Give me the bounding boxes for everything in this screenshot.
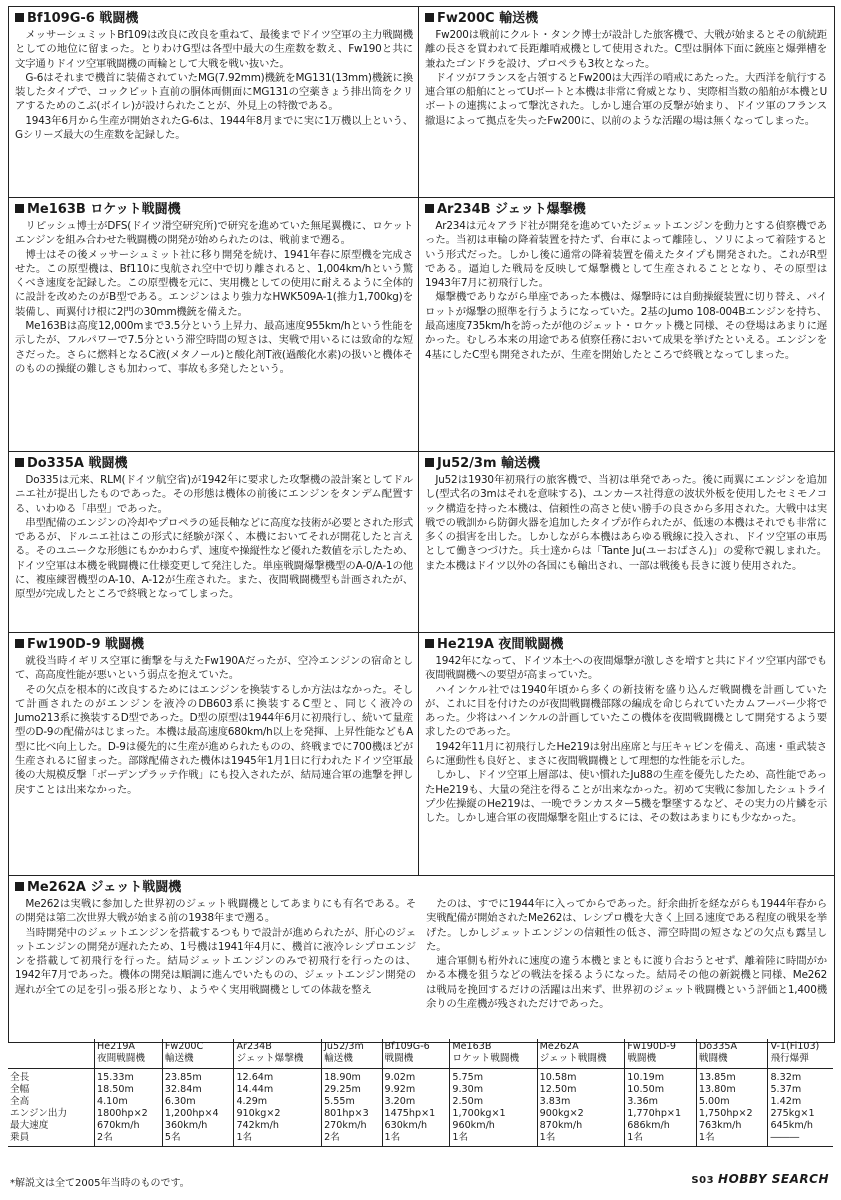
aircraft-name: Fw190D-9 xyxy=(627,1041,676,1052)
square-bullet-icon xyxy=(15,882,24,891)
spec-value: 23.85m xyxy=(162,1069,234,1085)
aircraft-name: Me163B xyxy=(452,1041,492,1052)
paragraph: 串型配備のエンジンの冷却やプロペラの延長軸などに高度な技術が必要とされた形式であるが、ドルニエ社はこの形式に経験が深く、本機においてそれが開花したと言える。そのユニークな形態にもかかわらず、速度や操縦性など優れた数値を示したため、ドイツ空軍は本機を戦闘機に仕様変更して発注した。単座戦闘爆撃機型のA-0/A-1の他に、複座練習機型のA-10、A-12が生産された。また、夜間戦闘機型も計画されたが、原型が完成したところで終戦となってしまった。 xyxy=(15,516,413,601)
spec-value: 870km/h xyxy=(537,1120,625,1132)
spec-aircraft-header xyxy=(234,1039,322,1069)
spec-value: 9.02m xyxy=(382,1069,450,1085)
text-column-left xyxy=(15,897,416,1011)
spec-value: 2名 xyxy=(95,1132,163,1147)
spec-aircraft-header xyxy=(162,1039,234,1069)
spec-aircraft-header xyxy=(768,1039,833,1069)
section-title-text: Fw190D-9 戦闘機 xyxy=(27,637,145,652)
spec-value: 12.64m xyxy=(234,1069,322,1085)
section-title-text: Ju52/3m 輸送機 xyxy=(437,456,541,471)
row-2 xyxy=(9,198,834,452)
spec-value: ――― xyxy=(768,1132,833,1147)
section-title xyxy=(15,455,413,472)
section-title xyxy=(425,636,827,653)
spec-value: 9.92m xyxy=(382,1084,450,1096)
spec-value: 4.10m xyxy=(95,1096,163,1108)
aircraft-name: He219A xyxy=(97,1041,135,1052)
square-bullet-icon xyxy=(425,458,434,467)
paragraph: その欠点を根本的に改良するためにはエンジンを換装するしか方法はなかった。そして計画されたのがエンジンを液冷のDB603系に換装するC型と、同じく液冷のJumo213系に換装するD型であった。D型の原型は1944年6月に初飛行し、続いて量産型のD-9の配備がはじまった。本機は最高速度680km/h以上を発揮、上昇性能などもA型に比べ向上した。D-9は優先的に生産が進められたものの、終戦までに700機ほどが生産されるに留まった。部隊配備された機体は1945年1月1日に行われたドイツ空軍最後の大規模反撃「ボーデンプラッテ作戦」にも投入されたが、結局連合軍の進撃を押し戻すことは出来なかった。 xyxy=(15,683,413,796)
spec-value: 3.36m xyxy=(625,1096,697,1108)
square-bullet-icon xyxy=(15,458,24,467)
aircraft-name: Do335A xyxy=(698,1041,738,1052)
paragraph: 1943年6月から生産が開始されたG-6は、1944年8月までに実に1万機以上という、Gシリーズ最大の生産数を記録した。 xyxy=(15,114,413,142)
section-title xyxy=(15,879,827,896)
spec-value: 5.55m xyxy=(322,1096,382,1108)
spec-value: 801hp×3 xyxy=(322,1108,382,1120)
spec-value: 2名 xyxy=(322,1132,382,1147)
spec-row-length xyxy=(8,1069,833,1085)
spec-table xyxy=(8,1039,833,1147)
spec-value: 12.50m xyxy=(537,1084,625,1096)
paragraph: Ju52は1930年初飛行の旅客機で、当初は単発であった。後に両翼にエンジンを追加し(型式名の3mはそれを意味する)、ユンカース社得意の波状外板を使用したセミモノコック構造を持った本機は、信頼性の高さと使い勝手の良さから多用された。大戦中は実戦での戦訓から防御火器を追加したタイプが作られたが、低速の本機はそれでも非常に多くの損害を出した。しかしながら本機はあらゆる戦線に投入され、ドイツ空軍の車馬として働きつづけた。兵士達からは「Tante Ju(ユーおばさん)」の愛称で親しまれた。また本機はドイツ以外の各国にも輸出され、一部は戦後も長きに渡り使用された。 xyxy=(425,474,827,572)
spec-value: 900kg×2 xyxy=(537,1108,625,1120)
section-he219 xyxy=(419,633,832,875)
spec-row-label: 乗員 xyxy=(8,1132,95,1147)
spec-value: 742km/h xyxy=(234,1120,322,1132)
section-title-text: Do335A 戦闘機 xyxy=(27,456,128,471)
aircraft-type: 戦闘機 xyxy=(627,1053,657,1064)
square-bullet-icon xyxy=(425,204,434,213)
section-ju52 xyxy=(419,452,832,632)
spec-corner xyxy=(8,1039,95,1069)
spec-value: 10.50m xyxy=(625,1084,697,1096)
spec-aircraft-header xyxy=(696,1039,768,1069)
paragraph: ドイツがフランスを占領するとFw200は大西洋の哨戒にあたった。大西洋を航行する連合軍の船舶にとってUボートと本機は非常に脅威となり、実際相当数の船舶が本機とUボートの連携によって撃沈された。しかし連合軍の反撃が始まり、ドイツ軍のフランス撤退によって拠点を失ったFw200に、以前のような活躍の場は無くなってしまった。 xyxy=(425,71,827,127)
spec-value: 270km/h xyxy=(322,1120,382,1132)
spec-value: 1,750hp×2 xyxy=(696,1108,768,1120)
spec-row-power xyxy=(8,1108,833,1120)
page xyxy=(8,6,833,1194)
spec-aircraft-header xyxy=(450,1039,537,1069)
paragraph: 就役当時イギリス空軍に衝撃を与えたFw190Aだったが、空冷エンジンの宿命として、高高度性能が悪いという弱点を抱えていた。 xyxy=(15,655,413,682)
spec-value: 15.33m xyxy=(95,1069,163,1085)
paragraph: 1942年になって、ドイツ本土への夜間爆撃が激しさを増すと共にドイツ空軍内部でも夜間戦闘機への要望が高まっていた。 xyxy=(425,655,827,682)
paragraph: Do335は元来、RLM(ドイツ航空省)が1942年に要求した攻撃機の設計案としてドルニエ社が提出したものであった。その形態は機体の前後にエンジンをタンデム配置する、いわゆる「串型」であった。 xyxy=(15,474,413,515)
aircraft-type: 輸送機 xyxy=(324,1053,353,1064)
square-bullet-icon xyxy=(15,13,24,22)
spec-value: 13.80m xyxy=(696,1084,768,1096)
paragraph: Ar234は元々アラド社が開発を進めていたジェットエンジンを動力とする偵察機であった。当初は車輪の降着装置を持たず、台車によって離陸し、ソリによって着陸するという形式だった。しかし後に通常の降着装置を備えたタイプも開発された。これがR型である。逼迫した戦局を反映して爆撃機として生産されることとなり、その原型は1943年7月に初飛行した。 xyxy=(425,220,827,290)
row-5 xyxy=(9,876,834,1042)
spec-value: 686km/h xyxy=(625,1120,697,1132)
paragraph: Me163Bは高度12,000mまで3.5分という上昇力、最高速度955km/hという性能を示したが、フルパワーで7.5分という滞空時間の短さは、実戦で用いるには致命的な短さだった。さらに燃料となるC液(メタノール)と酸化剤T液(過酸化水素)の扱いと機体そのものの操縦の難しさも加わって、事故も多発したという。 xyxy=(15,320,413,375)
spec-aircraft-header xyxy=(322,1039,382,1069)
square-bullet-icon xyxy=(15,204,24,213)
spec-value: 1名 xyxy=(450,1132,537,1147)
spec-value: 670km/h xyxy=(95,1120,163,1132)
aircraft-name: Me262A xyxy=(539,1041,579,1052)
spec-value: 910kg×2 xyxy=(234,1108,322,1120)
section-me163 xyxy=(9,198,419,451)
aircraft-type: 戦闘機 xyxy=(384,1053,414,1064)
spec-aircraft-header xyxy=(537,1039,625,1069)
spec-value: 3.83m xyxy=(537,1096,625,1108)
spec-value: 5名 xyxy=(162,1132,234,1147)
section-title-text: Fw200C 輸送機 xyxy=(437,11,539,26)
spec-row-label: 全長 xyxy=(10,1072,30,1083)
section-title xyxy=(425,10,827,27)
spec-value: 14.44m xyxy=(234,1084,322,1096)
spec-value: 1,700kg×1 xyxy=(450,1108,537,1120)
spec-value: 29.25m xyxy=(322,1084,382,1096)
paragraph: しかし、ドイツ空軍上層部は、使い慣れたJu88の生産を優先したため、高性能であったHe219も、大量の発注を得ることが出来なかった。初めて実戦に参加したシュトライプ少佐操縦のHe219は、一晩でランカスター5機を撃墜するなど、その実力の片鱗を示した。しかし連合軍の夜間爆撃を阻止するには、その数はあまりにも少なかった。 xyxy=(425,769,827,825)
spec-value: 5.75m xyxy=(450,1069,537,1085)
spec-row-height xyxy=(8,1096,833,1108)
spec-aircraft-header xyxy=(382,1039,450,1069)
paragraph: 当時開発中のジェットエンジンを搭載するつもりで設計が進められたが、肝心のジェットエンジンの開発が遅れたため、1号機は1941年4月に、機首に液冷レシプロエンジンを搭載して初飛行を行った。結局ジェットエンジンのみで初飛行を行ったのは、1942年7月であった。機体の開発は順調に進んでいたものの、ジェットエンジン開発の遅れが全ての足を引っ張る形となり、ようやく実用戦闘機としての体裁を整え xyxy=(15,926,416,996)
spec-value: 13.85m xyxy=(696,1069,768,1085)
section-bf109 xyxy=(9,7,419,197)
paragraph: 1942年11月に初飛行したHe219は射出座席と与圧キャビンを備え、高速・重武装さらに運動性も良好と、まさに夜間戦闘機として理想的な性能を示した。 xyxy=(425,740,827,768)
paragraph: Fw200は戦前にクルト・タンク博士が設計した旅客機で、大戦が始まるとその航続距離の長さを買われて長距離哨戒機として使用された。C型は胴体下面に銃座と爆弾槽を兼ねたゴンドラを設け、プロペラも3枚となった。 xyxy=(425,29,827,70)
spec-value: 4.29m xyxy=(234,1096,322,1108)
spec-value: 9.30m xyxy=(450,1084,537,1096)
paragraph: 博士はその後メッサーシュミット社に移り開発を続け、1941年春に原型機を完成させた。この原型機は、Bf110に曳航され空中で切り離されると、1,004km/hという驚くべき速度を記録した。この原型機を元に、実用機としての使用に耐えるように全体的に設計を改めたのがB型である。エンジンはより強力なHWK509A-1(推力1,700kg)を装備し、両翼付け根に2門の30mm機銃を備えた。 xyxy=(15,248,413,318)
spec-value: 1名 xyxy=(537,1132,625,1147)
spec-value: 1475hp×1 xyxy=(382,1108,450,1120)
text-column-right xyxy=(426,897,827,1011)
spec-row-label: 最大速度 xyxy=(10,1120,49,1131)
spec-value: 360km/h xyxy=(162,1120,234,1132)
aircraft-type: 戦闘機 xyxy=(698,1053,728,1064)
spec-value: 645km/h xyxy=(768,1120,833,1132)
section-title-text: Bf109G-6 戦闘機 xyxy=(27,11,139,26)
spec-value: 18.90m xyxy=(322,1069,382,1085)
spec-value: 960km/h xyxy=(450,1120,537,1132)
spec-value: 1.42m xyxy=(768,1096,833,1108)
spec-value: 5.00m xyxy=(696,1096,768,1108)
spec-value: 6.30m xyxy=(162,1096,234,1108)
spec-value: 8.32m xyxy=(768,1069,833,1085)
spec-value: 10.58m xyxy=(537,1069,625,1085)
paragraph: G-6はそれまで機首に装備されていたMG(7.92mm)機銃をMG131(13mm)機銃に換装したタイプで、コックピット直前の胴体両側面にMG131の空薬きょう排出筒をクリアするためのこぶ(ボイレ)が設けられたことが、外見上の特徴である。 xyxy=(15,71,413,113)
spec-row-label: 全幅 xyxy=(10,1084,30,1095)
section-title xyxy=(425,455,827,472)
aircraft-type: ジェット戦闘機 xyxy=(539,1053,607,1064)
spec-value: 3.20m xyxy=(382,1096,450,1108)
spec-row-speed xyxy=(8,1120,833,1132)
footer-code: S03 xyxy=(691,1175,715,1186)
section-title-text: Ar234B ジェット爆撃機 xyxy=(437,202,586,217)
row-3 xyxy=(9,452,834,633)
spec-value: 763km/h xyxy=(696,1120,768,1132)
spec-value: 1名 xyxy=(234,1132,322,1147)
spec-value: 10.19m xyxy=(625,1069,697,1085)
spec-value: 5.37m xyxy=(768,1084,833,1096)
aircraft-type: ジェット爆撃機 xyxy=(236,1053,304,1064)
spec-value: 1,770hp×1 xyxy=(625,1108,697,1120)
aircraft-type: 夜間戦闘機 xyxy=(97,1053,145,1064)
section-ar234 xyxy=(419,198,832,451)
spec-value: 630km/h xyxy=(382,1120,450,1132)
spec-row-crew xyxy=(8,1132,833,1147)
spec-value: 32.84m xyxy=(162,1084,234,1096)
paragraph: リピッシュ博士がDFS(ドイツ滑空研究所)で研究を進めていた無尾翼機に、ロケットエンジンを組み合わせた戦闘機の開発が始められたのは、戦前まで遡る。 xyxy=(15,220,413,247)
spec-row-span xyxy=(8,1084,833,1096)
section-fw200 xyxy=(419,7,832,197)
row-1 xyxy=(9,7,834,198)
spec-aircraft-header xyxy=(625,1039,697,1069)
aircraft-name: Ju52/3m xyxy=(324,1041,364,1052)
section-title-text: Me163B ロケット戦闘機 xyxy=(27,202,181,217)
paragraph: Me262は実戦に参加した世界初のジェット戦闘機としてあまりにも有名である。その開発は第二次世界大戦が始まる前の1938年まで遡る。 xyxy=(15,898,416,925)
square-bullet-icon xyxy=(425,13,434,22)
spec-value: 1名 xyxy=(696,1132,768,1147)
footnote: *解説文は全て2005年当時のものです。 xyxy=(10,1178,190,1189)
section-title xyxy=(15,636,413,653)
spec-value: 275kg×1 xyxy=(768,1108,833,1120)
hobby-search-logo: HOBBY SEARCH xyxy=(718,1172,829,1186)
paragraph: たのは、すでに1944年に入ってからであった。紆余曲折を経ながらも1944年春から実戦配備が開始されたMe262は、レシプロ機を大きく上回る速度である程度の戦果を挙げた。しかしジェットエンジンの信頼性の低さ、滞空時間の短さなどの欠点も露呈した。 xyxy=(426,898,827,953)
aircraft-name: V-1(Fi103) xyxy=(770,1041,820,1052)
section-fw190 xyxy=(9,633,419,875)
spec-value: 18.50m xyxy=(95,1084,163,1096)
square-bullet-icon xyxy=(15,639,24,648)
spec-value: 1800hp×2 xyxy=(95,1108,163,1120)
section-title-text: Me262A ジェット戦闘機 xyxy=(27,880,182,895)
square-bullet-icon xyxy=(425,639,434,648)
footer xyxy=(691,1172,829,1186)
section-title xyxy=(425,201,827,218)
spec-value: 1名 xyxy=(625,1132,697,1147)
section-title xyxy=(15,201,413,218)
aircraft-name: Ar234B xyxy=(236,1041,272,1052)
aircraft-name: Fw200C xyxy=(164,1041,204,1052)
row-4 xyxy=(9,633,834,876)
spec-value: 1,200hp×4 xyxy=(162,1108,234,1120)
spec-value: 1名 xyxy=(382,1132,450,1147)
section-title-text: He219A 夜間戦闘機 xyxy=(437,637,564,652)
section-me262 xyxy=(9,876,832,1042)
paragraph: メッサーシュミットBf109は改良に改良を重ねて、最後までドイツ空軍の主力戦闘機としての地位に留まった。とりわけG型は各型中最大の生産数を数え、Fw190と共に文字通りドイツ空軍戦闘機の両輪として大戦を戦い抜いた。 xyxy=(15,29,413,70)
aircraft-type: ロケット戦闘機 xyxy=(452,1053,520,1064)
spec-value: 2.50m xyxy=(450,1096,537,1108)
two-column-text xyxy=(15,897,827,1011)
spec-row-label: エンジン出力 xyxy=(10,1108,68,1119)
section-do335 xyxy=(9,452,419,632)
aircraft-type: 輸送機 xyxy=(164,1053,194,1064)
paragraph: ハインケル社では1940年頃から多くの新技術を盛り込んだ戦闘機を計画していたが、これに目を付けたのが夜間戦闘機部隊の編成を命じられていたカムフーバー少将であった。少将はハインケルの計画していたこの機体を夜間戦闘機として開発するよう要求したのであった。 xyxy=(425,683,827,739)
paragraph: 連合軍側も桁外れに速度の違う本機とまともに渡り合おうとせず、離着陸に時間がかかる本機を狙うなどの戦法を採るようになった。結局その他の新鋭機と同様、Me262は戦局を挽回するだけの活躍は出来ず、世界初のジェット戦闘機という評価と1,400機余りの生産機が残されただけであった。 xyxy=(426,955,827,1011)
spec-row-label: 全高 xyxy=(10,1096,30,1107)
aircraft-type: 飛行爆弾 xyxy=(770,1053,809,1064)
aircraft-name: Bf109G-6 xyxy=(384,1041,430,1052)
section-title xyxy=(15,10,413,27)
spec-header-row xyxy=(8,1039,833,1069)
description-grid xyxy=(8,6,835,1043)
spec-aircraft-header xyxy=(95,1039,163,1069)
paragraph: 爆撃機でありながら単座であった本機は、爆撃時には自動操縦装置に切り替え、パイロットが爆撃の照準を行うようになっていた。2基のJumo 108-004Bエンジンを持ち、最高速度735km/hを誇ったが他のジェット・ロケット機と同様、その登場はあまりに遅かった。むしろ本来の用途である偵察任務において成果を挙げたといえる。エンジンを4基にしたC型も開発されたが、生産を開始したところで終戦となってしまった。 xyxy=(425,291,827,361)
